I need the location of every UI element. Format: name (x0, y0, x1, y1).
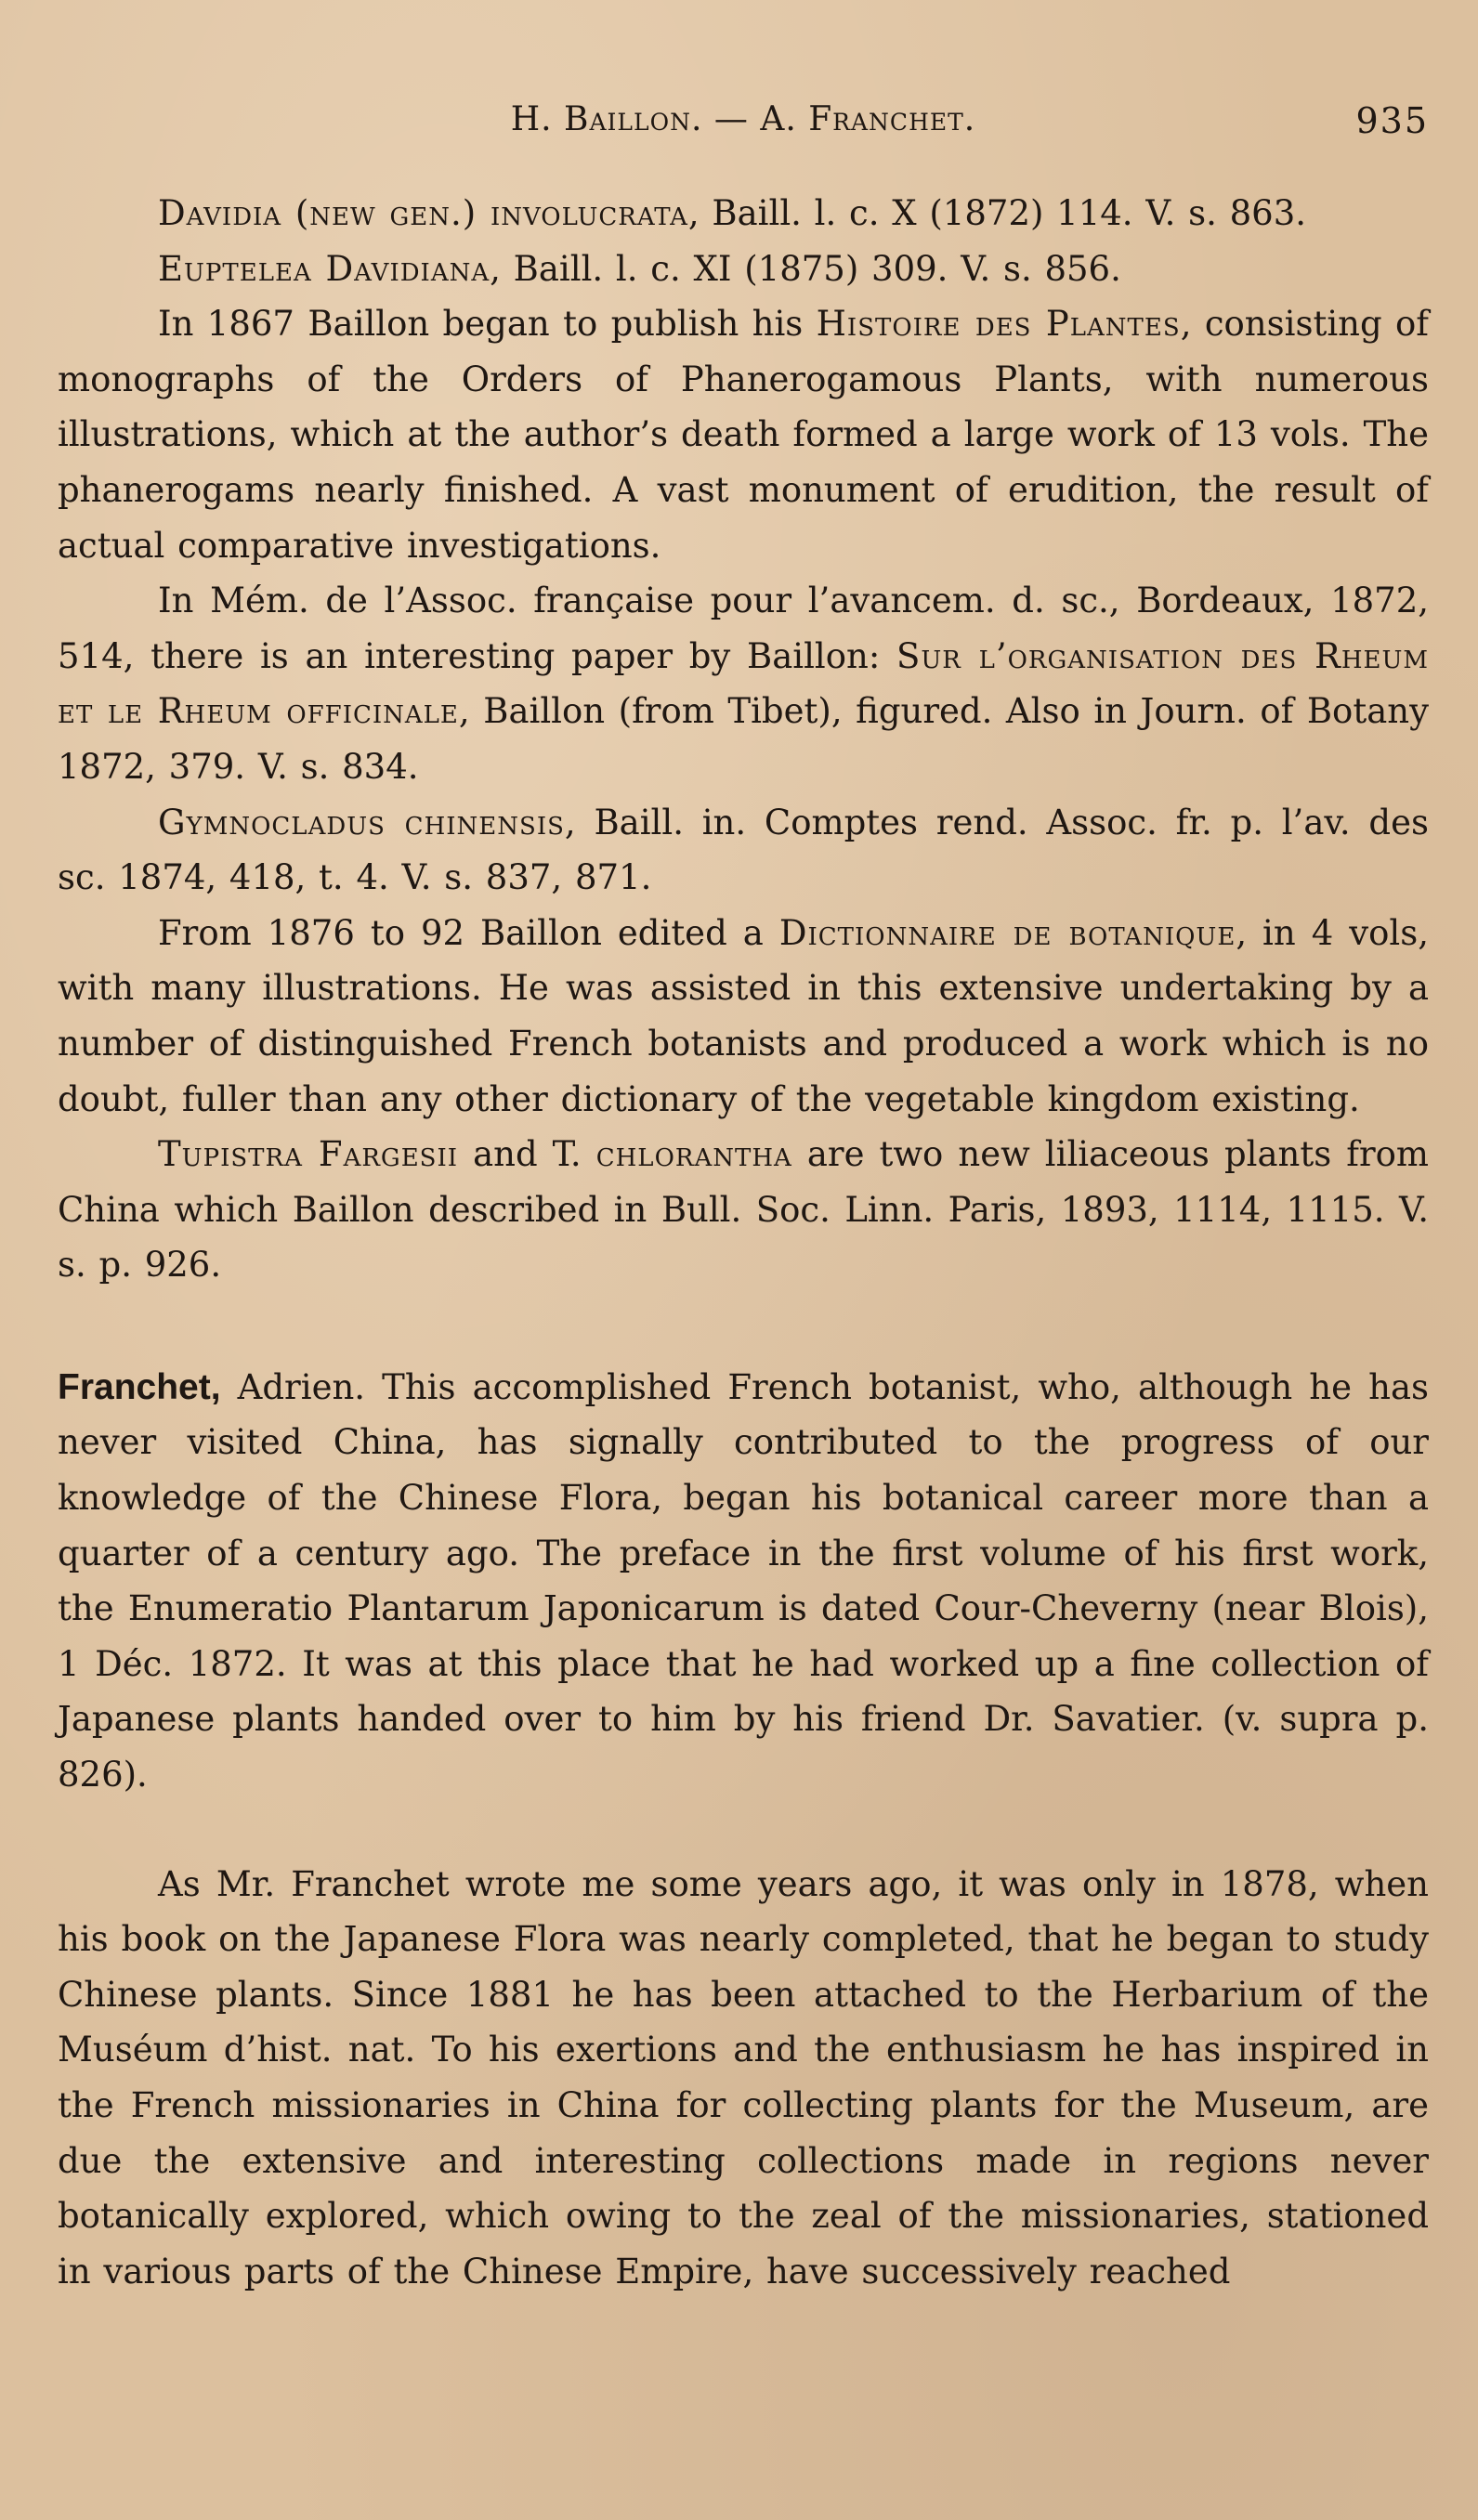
text: , in 4 vols, with many illustrations. He was assisted in this extensive undertaking by a number of distinguished French botanists and produced a work which is no doubt, fuller than any other dictionary of the vegetable kingdom existing. (58, 912, 1430, 1119)
citation: , Baill. l. c. XI (1875) 309. V. s. 856. (490, 248, 1121, 289)
text: In 1867 Baillon began to publish his (158, 304, 817, 345)
species-name: Euptelea Davidiana (158, 248, 490, 289)
text: , Baill. in. Comptes rend. Assoc. fr. p. l’av. des sc. 1874, 418, t. 4. V. s. 837, 871. (58, 802, 1429, 898)
text: , Baillon (from Tibet), figured. Also in Journ. of Botany 1872, 379. V. s. 834. (58, 691, 1429, 787)
page-body (58, 186, 1429, 2299)
paragraph-tupistra (58, 1127, 1429, 1293)
paper-title: Sur l’organisation des Rheum et le Rheum officinale (58, 635, 1430, 732)
entry-davidia (58, 186, 1429, 242)
text: As Mr. Franchet wrote me some years ago, it was only in 1878, when his book on the Japanese Flora was nearly completed, that he began to study Chinese plants. Since 1881 he has been attached to the Herbarium of the Muséum d’hist. nat. To his exertions and the enthusiasm he has inspired in the French missionaries in China for collecting plants for the Museum, are due the extensive and interesting collections made in regions never botanically explored, which owing to the zeal of the missionaries, stationed in various parts of the Chinese Empire, have successively reached (58, 1863, 1429, 2292)
species-name: chlorantha (595, 1134, 792, 1175)
text: From 1876 to 92 Baillon edited a (158, 912, 779, 953)
species-name: Davidia (new gen.) involucrata (158, 193, 688, 233)
text: are two new liliaceous plants from China which Baillon described in Bull. Soc. Linn. Paris, 1893, 1114, 1115. V. s. p. 926. (58, 1134, 1429, 1286)
paragraph-rheum (58, 573, 1429, 794)
paragraph-dictionnaire (58, 906, 1429, 1127)
entry-euptelea (58, 242, 1429, 297)
section-gap (58, 1293, 1429, 1360)
work-title: Histoire des Plantes (816, 304, 1181, 345)
species-name: Tupistra Fargesii (158, 1134, 459, 1175)
paragraph-gymnocladus (58, 795, 1429, 906)
text: and T. (458, 1134, 596, 1175)
running-head (58, 100, 1429, 156)
paragraph-franchet-intro (58, 1360, 1429, 1803)
text: In Mém. de l’Assoc. française pour l’avancem. d. sc., Bordeaux, 1872, 514, there is an interesting paper by Baillon: (58, 581, 1429, 676)
text: , consisting of monographs of the Orders of Phanerogamous Plants, with numerous illustrations, which at the author’s death formed a large work of 13 vols. The phanerogams nearly finished. A vast monument of erudition, the result of actual comparative investigations. (58, 304, 1430, 566)
paragraph-gap (58, 1803, 1429, 1857)
work-title: Dictionnaire de botanique (778, 912, 1236, 953)
biography-heading-name: Franchet, (58, 1366, 221, 1407)
paragraph-histoire (58, 296, 1429, 573)
text: Adrien. This accomplished French botanist, who, although he has never visited China, has signally contributed to the progress of our knowledge of the Chinese Flora, began his botanical career more than a quarter of a century ago. The preface in the first volume of his first work, the Enumeratio Plantarum Japonicarum is dated Cour-Cheverny (near Blois), 1 Déc. 1872. It was at this place that he had worked up a fine collection of Japanese plants handed over to him by his friend Dr. Savatier. (v. supra p. 826). (58, 1366, 1429, 1795)
citation: , Baill. l. c. X (1872) 114. V. s. 863. (687, 193, 1306, 233)
species-name: Gymnocladus chinensis (158, 802, 565, 842)
paragraph-franchet-chinese (58, 1857, 1429, 2300)
page-number: 935 (1355, 100, 1429, 141)
running-title: H. Baillon. — A. Franchet. (510, 100, 976, 138)
